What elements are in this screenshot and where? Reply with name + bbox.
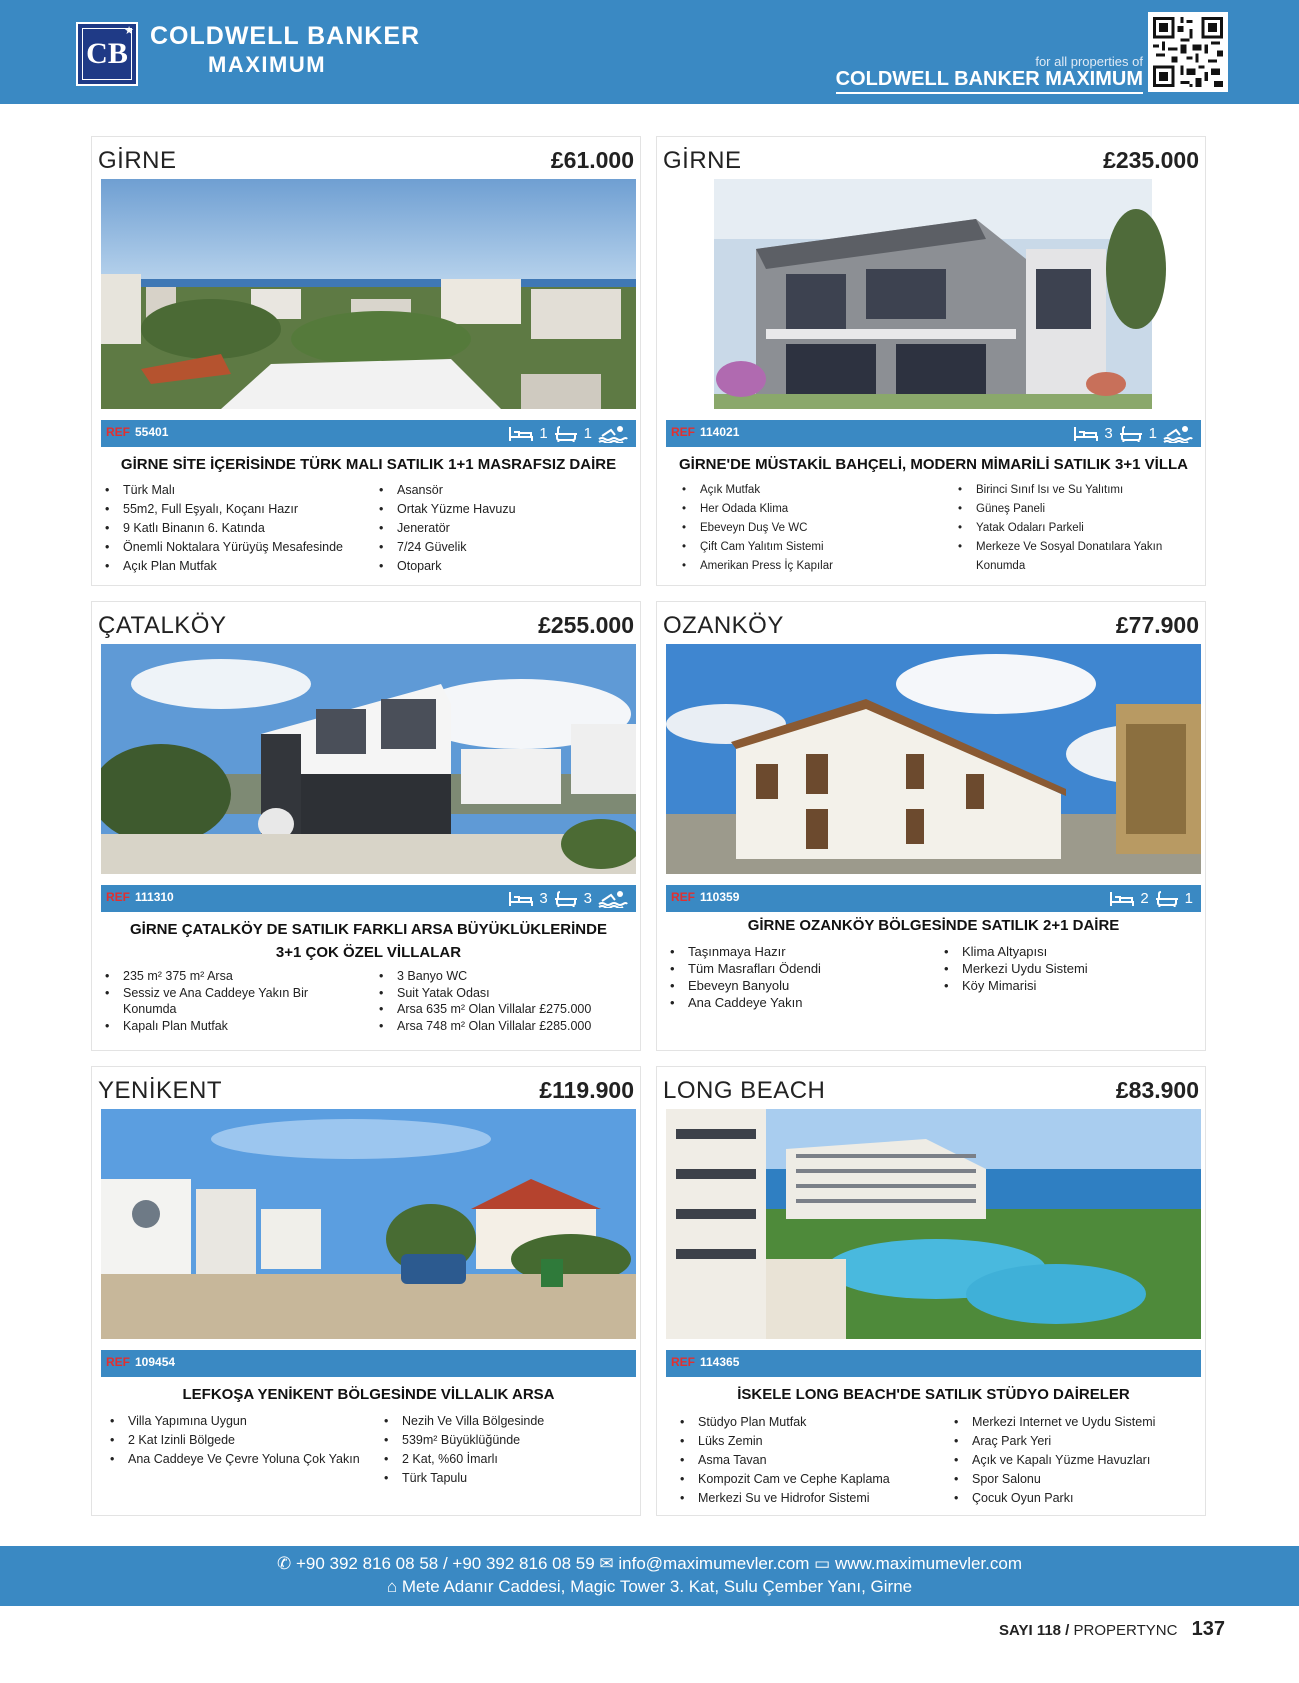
listing-location: LONG BEACH	[663, 1077, 826, 1104]
ref-label: REF	[106, 425, 130, 439]
amenities	[1110, 888, 1193, 909]
bed-count: 3	[539, 890, 548, 907]
feature-item: • Merkezi Internet ve Uydu Sistemi	[950, 1413, 1202, 1432]
feature-item: • Asma Tavan	[676, 1451, 946, 1470]
contact-footer	[0, 1546, 1299, 1606]
feature-item: • Spor Salonu	[950, 1470, 1202, 1489]
ref-number: 114021	[700, 425, 740, 439]
listing-photo[interactable]	[101, 1109, 636, 1339]
listing-card[interactable]	[91, 601, 641, 1051]
feature-item: • Amerikan Press İç Kapılar	[678, 557, 943, 576]
tagline-brand: COLDWELL BANKER MAXIMUM	[836, 68, 1143, 94]
feature-item: • Birinci Sınıf Isı ve Su Yalıtımı	[954, 481, 1199, 500]
listing-price: £83.900	[1115, 1077, 1199, 1103]
feature-item: • Lüks Zemin	[676, 1432, 946, 1451]
bed-icon	[1074, 426, 1098, 442]
feature-list	[375, 968, 635, 1034]
feature-item: • Arsa 748 m² Olan Villalar £285.000	[375, 1018, 635, 1035]
feature-item: • 539m² Büyüklüğünde	[380, 1431, 635, 1450]
ref-bar	[666, 1350, 1201, 1377]
ref-number: 111310	[135, 890, 174, 904]
listing-photo[interactable]	[666, 644, 1201, 874]
feature-item: • 3 Banyo WC	[375, 968, 635, 985]
issue-number: SAYI 118 /	[999, 1622, 1070, 1639]
bath-count: 1	[583, 425, 592, 442]
ref-number: 109454	[135, 1355, 176, 1369]
listing-location: GİRNE	[98, 147, 177, 174]
feature-item: • Klima Altyapısı	[940, 943, 1200, 960]
feature-item: • Açık Plan Mutfak	[101, 557, 371, 576]
feature-item: • Stüdyo Plan Mutfak	[676, 1413, 946, 1432]
bath-count: 3	[583, 890, 592, 907]
listing-title: GİRNE'DE MÜSTAKİL BAHÇELİ, MODERN MİMARİLİ SATILIK 3+1 VİLLA	[679, 456, 1188, 473]
contact-info[interactable]: ✆ +90 392 816 08 58 / +90 392 816 08 59 ✉ info@maximumevler.com ▭ www.maximumevler.com	[276, 1554, 1022, 1573]
feature-item: • Önemli Noktalara Yürüyüş Mesafesinde	[101, 538, 371, 557]
feature-item: • Merkeze Ve Sosyal Donatılara Yakın Konumda	[954, 538, 1199, 576]
brand-subname: MAXIMUM	[208, 52, 327, 77]
feature-list	[954, 481, 1199, 576]
feature-item: • Arsa 635 m² Olan Villalar £275.000	[375, 1001, 635, 1018]
feature-item: • 9 Katlı Binanın 6. Katında	[101, 519, 371, 538]
feature-item: • Her Odada Klima	[678, 500, 943, 519]
listing-card[interactable]	[91, 136, 641, 586]
feature-item: • Yatak Odaları Parkeli	[954, 519, 1199, 538]
bath-icon	[554, 891, 578, 907]
tagline-small: for all properties of	[1035, 54, 1143, 69]
bath-count: 1	[1148, 425, 1157, 442]
feature-item: • Açık Mutfak	[678, 481, 943, 500]
listing-title-line: 3+1 ÇOK ÖZEL VİLLALAR	[275, 944, 462, 961]
feature-list	[678, 481, 943, 576]
listing-location: YENİKENT	[98, 1077, 223, 1104]
feature-item: • Köy Mimarisi	[940, 977, 1200, 994]
feature-item: • Kompozit Cam ve Cephe Kaplama	[676, 1470, 946, 1489]
listing-card[interactable]	[656, 601, 1206, 1051]
feature-item: • Otopark	[375, 557, 635, 576]
ref-number: 114365	[700, 1355, 740, 1369]
office-address: ⌂ Mete Adanır Caddesi, Magic Tower 3. Kat, Sulu Çember Yanı, Girne	[386, 1577, 913, 1596]
feature-item: • Ana Caddeye Yakın	[666, 994, 936, 1011]
ref-number: 55401	[135, 425, 169, 439]
bath-icon	[554, 426, 578, 442]
bath-icon	[1119, 426, 1143, 442]
listing-location: OZANKÖY	[663, 612, 784, 639]
brand-name: COLDWELL BANKER	[150, 22, 421, 50]
feature-list	[950, 1413, 1202, 1508]
bath-count: 1	[1184, 890, 1193, 907]
amenities	[1074, 423, 1193, 444]
feature-item: • 55m2, Full Eşyalı, Koçanı Hazır	[101, 500, 371, 519]
listing-card[interactable]	[91, 1066, 641, 1516]
listing-location: ÇATALKÖY	[98, 612, 227, 639]
feature-list	[101, 481, 371, 576]
feature-item: • Sessiz ve Ana Caddeye Yakın Bir Konumda	[101, 985, 346, 1018]
listing-title-line: GİRNE ÇATALKÖY DE SATILIK FARKLI ARSA BÜYÜKLÜKLERİNDE	[130, 921, 607, 938]
feature-item: • Asansör	[375, 481, 635, 500]
feature-item: • Tüm Masrafları Ödendi	[666, 960, 936, 977]
listing-photo[interactable]	[101, 644, 636, 874]
feature-item: • Araç Park Yeri	[950, 1432, 1202, 1451]
pool-icon	[598, 890, 628, 908]
ref-bar	[101, 420, 636, 447]
brand-logo	[76, 22, 138, 86]
ref-label: REF	[671, 425, 695, 439]
feature-list	[940, 943, 1200, 994]
amenities	[509, 888, 628, 909]
feature-list	[101, 968, 346, 1034]
listing-location: GİRNE	[663, 147, 742, 174]
feature-item: • 235 m² 375 m² Arsa	[101, 968, 346, 985]
feature-item: • Türk Malı	[101, 481, 371, 500]
page-footer	[999, 1618, 1225, 1641]
header-bar	[0, 0, 1299, 104]
bed-icon	[1110, 891, 1134, 907]
listing-card[interactable]	[656, 1066, 1206, 1516]
bed-count: 3	[1104, 425, 1113, 442]
listing-photo[interactable]	[666, 1109, 1201, 1339]
feature-item: • 2 Kat Izinli Bölgede	[106, 1431, 366, 1450]
feature-list	[106, 1412, 366, 1469]
ref-label: REF	[671, 890, 695, 904]
feature-list	[375, 481, 635, 576]
feature-item: • Çocuk Oyun Parkı	[950, 1489, 1202, 1508]
bed-count: 1	[539, 425, 548, 442]
listing-price: £235.000	[1103, 147, 1199, 173]
feature-item: • Suit Yatak Odası	[375, 985, 635, 1002]
pool-icon	[598, 425, 628, 443]
feature-item: • Ebeveyn Duş Ve WC	[678, 519, 943, 538]
feature-item: • Ortak Yüzme Havuzu	[375, 500, 635, 519]
feature-item: • Jeneratör	[375, 519, 635, 538]
amenities	[509, 423, 628, 444]
qr-code-icon[interactable]	[1148, 12, 1228, 92]
feature-item: • Villa Yapımına Uygun	[106, 1412, 366, 1431]
listing-title: LEFKOŞA YENİKENT BÖLGESİNDE VİLLALIK ARSA	[182, 1386, 555, 1403]
listing-price: £119.900	[539, 1077, 634, 1103]
feature-item: • 7/24 Güvelik	[375, 538, 635, 557]
ref-bar	[101, 1350, 636, 1377]
feature-item: • Nezih Ve Villa Bölgesinde	[380, 1412, 635, 1431]
listing-title: İSKELE LONG BEACH'DE SATILIK STÜDYO DAİRELER	[737, 1386, 1130, 1403]
feature-item: • Çift Cam Yalıtım Sistemi	[678, 538, 943, 557]
page-number: 137	[1191, 1618, 1225, 1640]
listing-title: GİRNE SİTE İÇERİSİNDE TÜRK MALI SATILIK 1+1 MASRAFSIZ DAİRE	[120, 456, 617, 473]
ref-label: REF	[106, 1355, 130, 1369]
feature-list	[380, 1412, 635, 1488]
listing-photo[interactable]	[101, 179, 636, 409]
ref-label: REF	[106, 890, 130, 904]
ref-bar	[666, 885, 1201, 912]
feature-item: • Türk Tapulu	[380, 1469, 635, 1488]
listing-price: £61.000	[550, 147, 634, 173]
ref-bar	[666, 420, 1201, 447]
bath-icon	[1155, 891, 1179, 907]
listing-price: £77.900	[1115, 612, 1199, 638]
feature-item: • Kapalı Plan Mutfak	[101, 1018, 346, 1035]
feature-item: • Ebeveyn Banyolu	[666, 977, 936, 994]
star-icon: ★	[124, 25, 134, 37]
listing-title	[101, 918, 636, 964]
feature-item: • Açık ve Kapalı Yüzme Havuzları	[950, 1451, 1202, 1470]
listing-title: GİRNE OZANKÖY BÖLGESİNDE SATILIK 2+1 DAİRE	[747, 917, 1120, 934]
feature-list	[676, 1413, 946, 1508]
feature-item: • Merkezi Uydu Sistemi	[940, 960, 1200, 977]
feature-item: • Taşınmaya Hazır	[666, 943, 936, 960]
bed-count: 2	[1140, 890, 1149, 907]
feature-list	[666, 943, 936, 1011]
bed-icon	[509, 426, 533, 442]
ref-bar	[101, 885, 636, 912]
listing-price: £255.000	[538, 612, 634, 638]
feature-item: • 2 Kat, %60 İmarlı	[380, 1450, 635, 1469]
feature-item: • Merkezi Su ve Hidrofor Sistemi	[676, 1489, 946, 1508]
feature-item: • Güneş Paneli	[954, 500, 1199, 519]
feature-item: • Ana Caddeye Ve Çevre Yoluna Çok Yakın	[106, 1450, 366, 1469]
ref-number: 110359	[700, 890, 740, 904]
ref-label: REF	[671, 1355, 695, 1369]
pool-icon	[1163, 425, 1193, 443]
logo-monogram: CB	[82, 28, 132, 80]
listing-card[interactable]	[656, 136, 1206, 586]
listing-photo[interactable]	[666, 179, 1201, 409]
bed-icon	[509, 891, 533, 907]
magazine-name: PROPERTYNC	[1073, 1622, 1178, 1639]
